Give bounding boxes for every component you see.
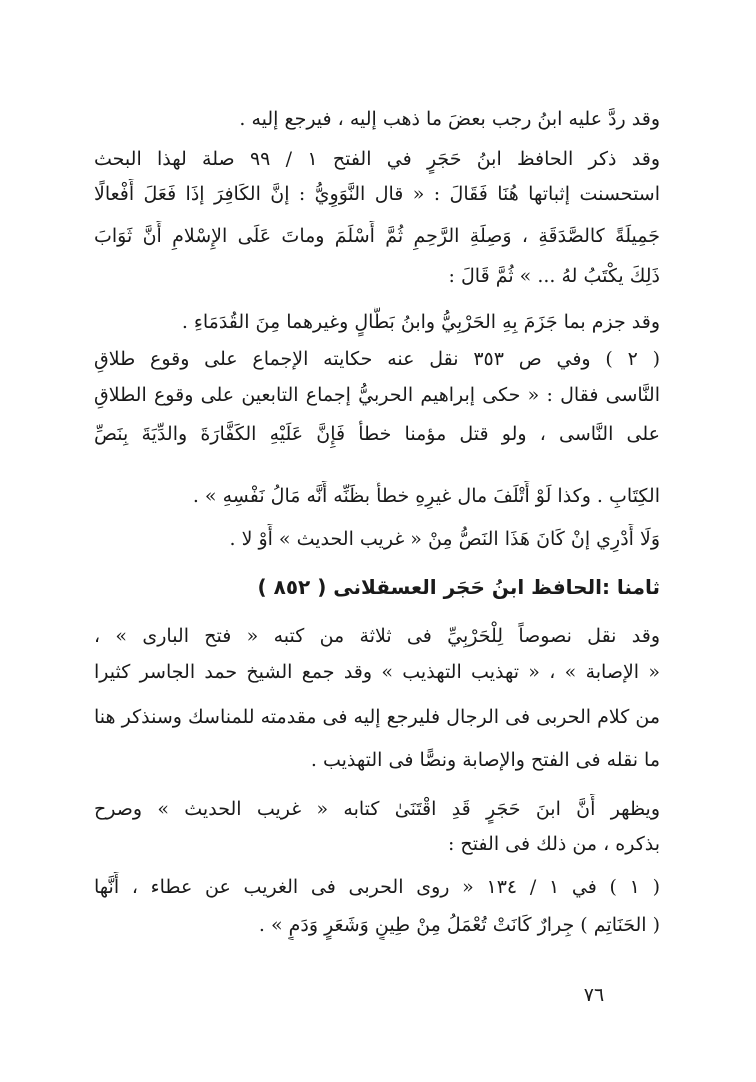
text-line-13: وقد نقل نصوصاً لِلْحَرْبِيِّ فى ثلاثة من كتبه « فتح البارى » ، — [94, 625, 660, 647]
text-line-15: من كلام الحربى فى الرجال فليرجع إليه فى مقدمته للمناسك وسنذكر هنا — [94, 706, 660, 728]
text-line-17: ويظهر أَنَّ ابنَ حَجَرٍ قَدِ اقْتَنَىٰ كتابه « غريب الحديث » وصرح — [94, 798, 660, 820]
text-line-4: جَمِيلَةً كالصَّدَقَةِ ، وَصِلَةِ الرَّحِمِ ثُمَّ أَسْلَمَ وماتَ عَلَى الإِسْلامِ أَنَّ ثَوَابَ — [94, 225, 660, 247]
text-line-18: بذكره ، من ذلك فى الفتح : — [447, 833, 660, 855]
text-line-14: « الإصابة » ، « تهذيب التهذيب » وقد جمع الشيخ حمد الجاسر كثيرا — [94, 661, 660, 683]
page-number: ٧٦ — [583, 984, 605, 1006]
text-line-7: ( ٢ ) وفي ص ٣٥٣ نقل عنه حكايته الإجماع على وقوع طلاقِ — [94, 348, 660, 370]
text-line-16: ما نقله فى الفتح والإصابة ونصًّا فى التهذيب . — [310, 749, 660, 771]
text-line-5: ذَلِكَ يكْتَبُ لهُ ... » ثُمَّ قَالَ : — [448, 265, 660, 287]
text-line-3: استحسنت إثباتها هُنَا فَقَالَ : « قال النَّوَوِيُّ : إنَّ الكَافِرَ إذَا فَعَلَ أَفْعالًا — [94, 183, 660, 205]
text-line-6: وقد جزم بما جَزَمَ بِهِ الحَرْبِيُّ وابنُ بَطَّالٍ وغيرهما مِنَ القُدَمَاءِ . — [181, 311, 660, 333]
text-line-20: ( الحَنَاتِم ) جِرارٌ كَانَتْ تُعْمَلُ مِنْ طِينٍ وَشَعَرٍ وَدَمٍ » . — [258, 914, 660, 936]
text-line-10: الكِتَابِ . وكذا لَوْ أَتْلَفَ مال غيرِهِ خطأً بظَنِّه أَنَّه مَالُ نَفْسِهِ » . — [192, 485, 660, 507]
section-heading: ثامنا :الحافظ ابنُ حَجَر العسقلانى ( ٨٥٢ ) — [257, 575, 660, 599]
text-line-9: على النَّاسى ، ولو قتل مؤمنا خطأ فَإِنَّ عَلَيْهِ الكَفَّارَةَ والدِّيَةَ بِنَصِّ — [94, 423, 660, 445]
text-line-11: وَلَا أَدْرِي إنْ كَانَ هَذَا النَصُّ مِنْ « غريب الحديث » أَوْ لا . — [229, 528, 660, 550]
text-line-2: وقد ذكر الحافظ ابنُ حَجَرٍ في الفتح ١ / ٩٩ صلة لهذا البحث — [94, 148, 660, 170]
text-line-8: النَّاسى فقال : « حكى إبراهيم الحربيُّ إجماع التابعين على وقوع الطلاقِ — [94, 384, 660, 406]
text-line-1: وقد ردَّ عليه ابنُ رجب بعضَ ما ذهب إليه ، فيرجع إليه . — [239, 108, 660, 130]
text-line-19: ( ١ ) في ١ / ١٣٤ « روى الحربى فى الغريب عن عطاء ، أَنَّها — [94, 876, 660, 898]
